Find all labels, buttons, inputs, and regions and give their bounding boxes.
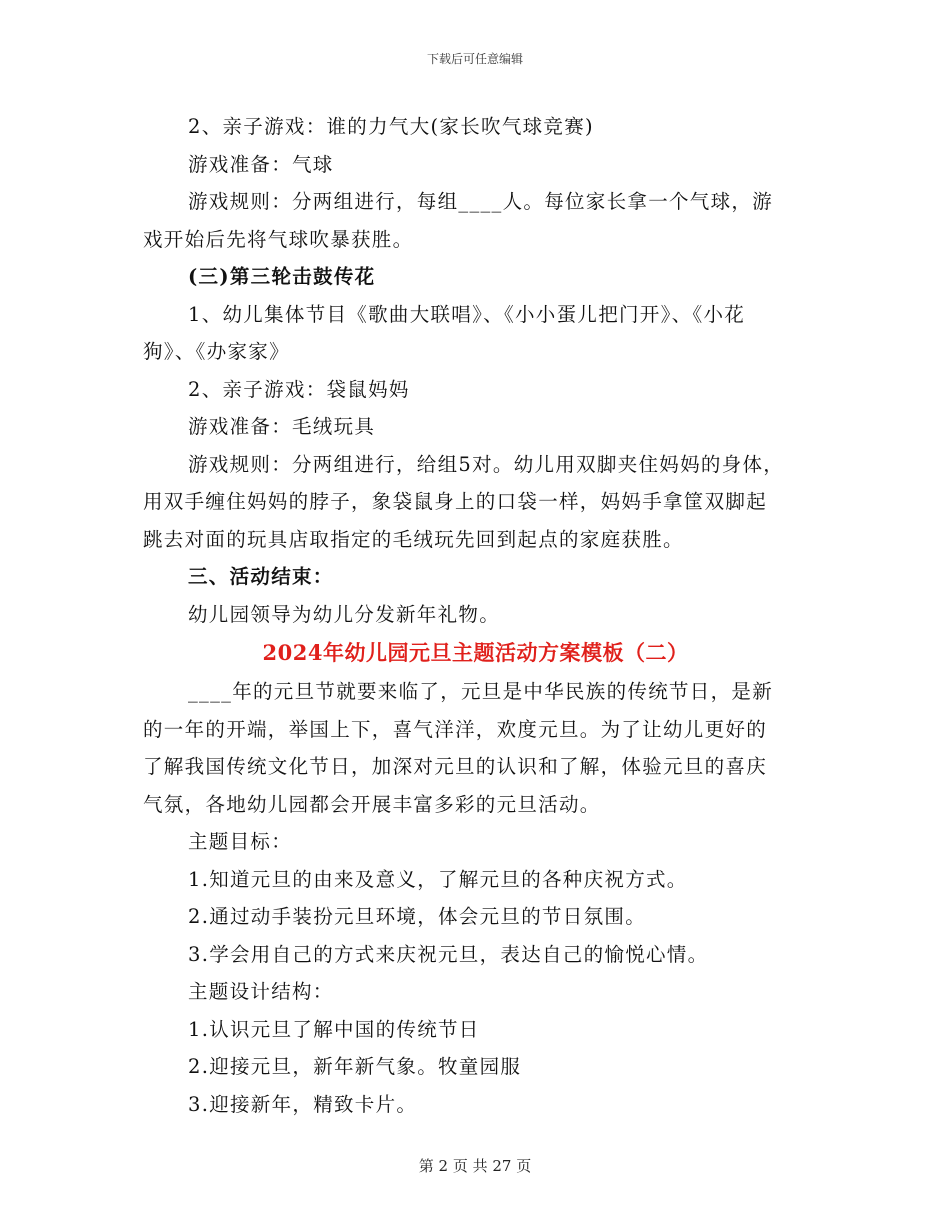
document-title: 2024年幼儿园元旦主题活动方案模板（二） <box>262 640 689 665</box>
list-item: 3.学会用自己的方式来庆祝元旦，表达自己的愉悦心情。 <box>188 942 709 966</box>
paragraph: 游戏准备：气球 <box>188 152 334 176</box>
paragraph: 2、亲子游戏：袋鼠妈妈 <box>188 377 410 401</box>
paragraph: 的一年的开端，举国上下，喜气洋洋，欢度元旦。为了让幼儿更好的 <box>143 717 768 741</box>
document-body <box>143 108 808 1123</box>
list-item: 1.认识元旦了解中国的传统节日 <box>188 1017 480 1041</box>
paragraph: 游戏规则：分两组进行，给组5对。幼儿用双脚夹住妈妈的身体， <box>188 452 785 476</box>
paragraph: ____年的元旦节就要来临了，元旦是中华民族的传统节日，是新 <box>188 680 773 703</box>
list-item: 1.知道元旦的由来及意义，了解元旦的各种庆祝方式。 <box>188 867 688 891</box>
paragraph: 用双手缠住妈妈的脖子，象袋鼠身上的口袋一样，妈妈手拿筐双脚起 <box>143 490 768 513</box>
paragraph: 了解我国传统文化节日，加深对元旦的认识和了解，体验元旦的喜庆 <box>143 755 768 778</box>
paragraph: 狗》、《办家家》 <box>143 340 290 363</box>
list-item: 2.通过动手装扮元旦环境，体会元旦的节日氛围。 <box>188 905 647 928</box>
paragraph: 跳去对面的玩具店取指定的毛绒玩先回到起点的家庭获胜。 <box>143 527 684 551</box>
subheading: 主题设计结构： <box>188 980 334 1003</box>
paragraph: 戏开始后先将气球吹暴获胜。 <box>143 227 414 251</box>
paragraph: 游戏准备：毛绒玩具 <box>188 415 376 438</box>
paragraph: 2、亲子游戏：谁的力气大(家长吹气球竞赛) <box>188 115 594 138</box>
list-item: 2.迎接元旦，新年新气象。牧童园服 <box>188 1055 522 1078</box>
list-item: 3.迎接新年，精致卡片。 <box>188 1092 418 1116</box>
paragraph: 气氛，各地幼儿园都会开展丰富多彩的元旦活动。 <box>143 792 601 816</box>
page-footer: 第 2 页 共 27 页 <box>418 1157 532 1175</box>
subheading: 主题目标： <box>188 830 293 853</box>
paragraph: 游戏规则：分两组进行，每组____人。每位家长拿一个气球，游 <box>188 190 773 213</box>
paragraph: 1、幼儿集体节目《歌曲大联唱》、《小小蛋儿把门开》、《小花 <box>188 302 746 326</box>
page-header: 下载后可任意编辑 <box>426 52 523 66</box>
paragraph: 幼儿园领导为幼儿分发新年礼物。 <box>188 602 501 626</box>
section-heading: (三)第三轮击鼓传花 <box>188 265 376 288</box>
section-heading: 三、活动结束： <box>188 565 334 588</box>
